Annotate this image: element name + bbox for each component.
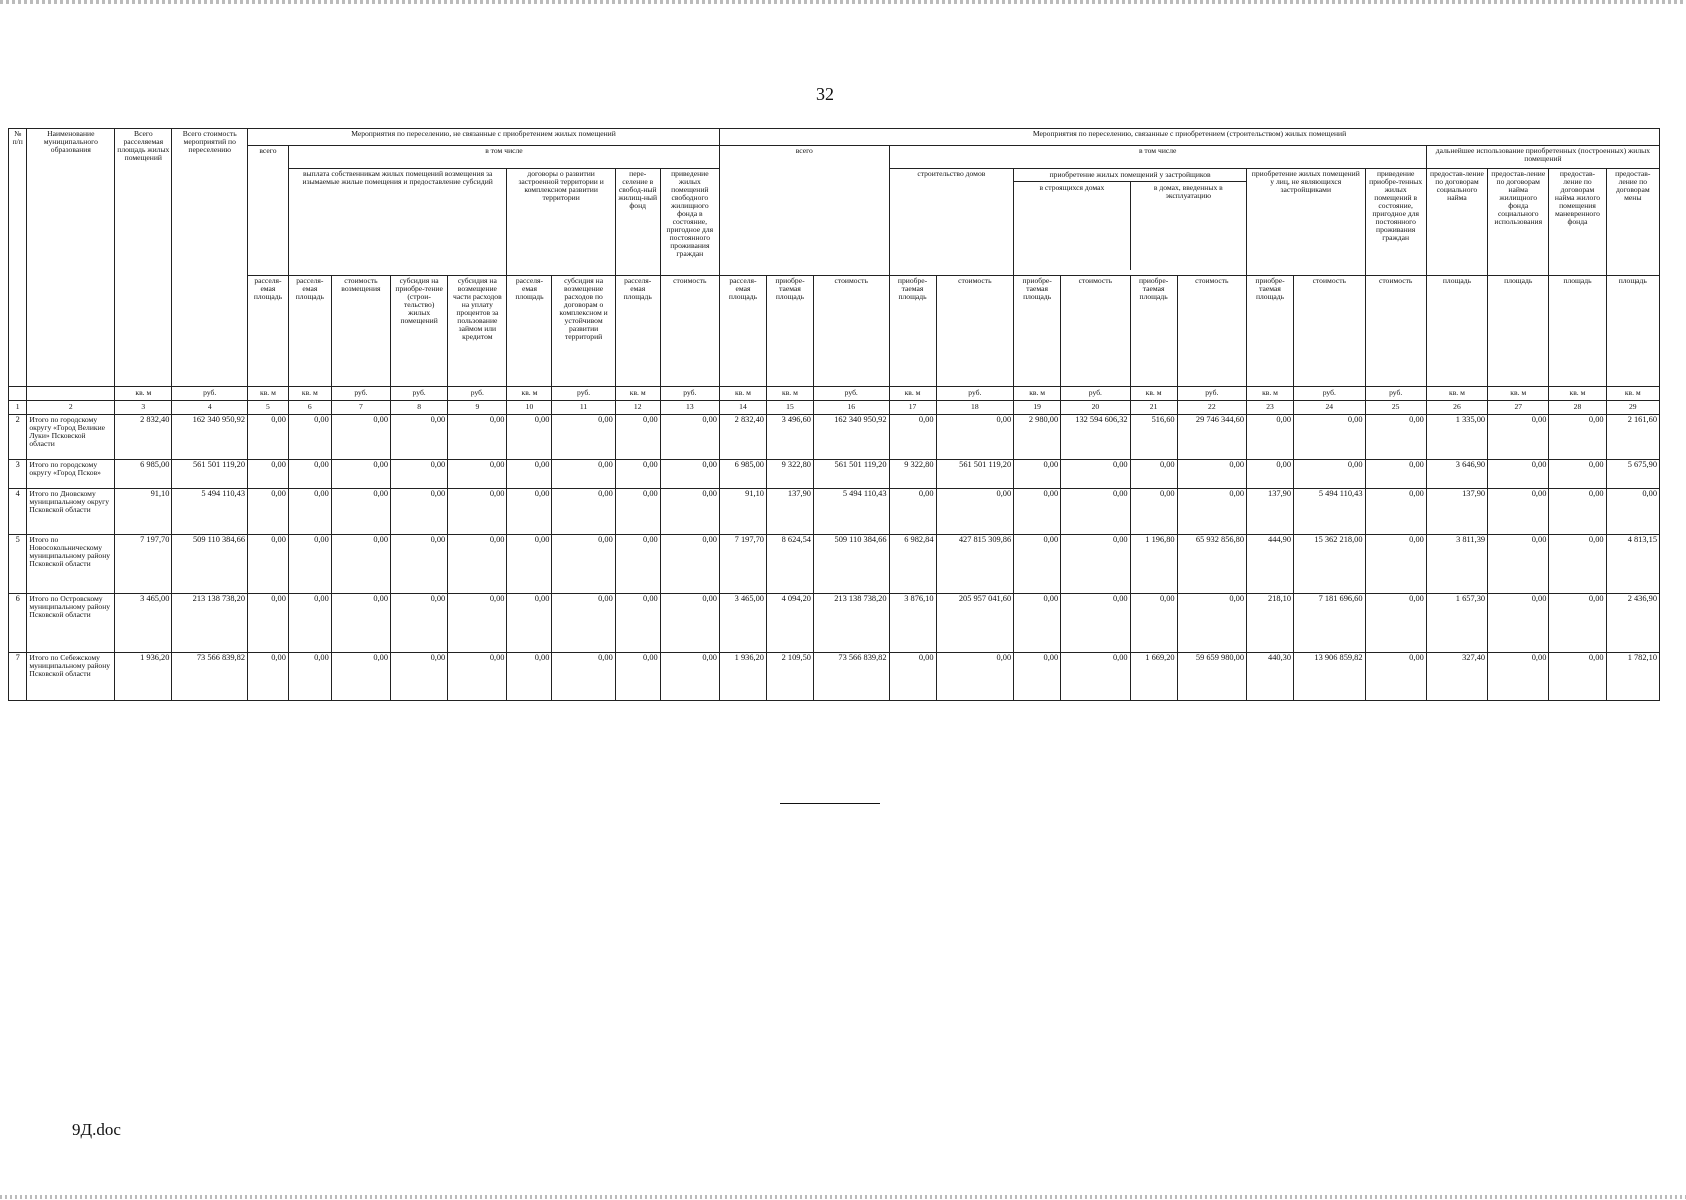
unit-11: руб. bbox=[552, 387, 615, 401]
hdr-social: предостав-ление по договорам социального найма bbox=[1426, 169, 1487, 276]
hdr-acq-non-dev: приобретение жилых помещений у лиц, не являющихся застройщиками bbox=[1247, 169, 1365, 276]
municipality-name: Итого по Новосокольническому муниципальному району Псковской области bbox=[27, 535, 115, 594]
cell-col-7: 0,00 bbox=[331, 489, 390, 535]
hdr-construction: строительство домов bbox=[889, 169, 1014, 276]
resettlement-table bbox=[8, 128, 1660, 701]
cell-col-29: 1 782,10 bbox=[1606, 653, 1659, 701]
cell-col-7: 0,00 bbox=[331, 535, 390, 594]
cell-col-8: 0,00 bbox=[391, 535, 448, 594]
municipality-name: Итого по городскому округу «Город Псков» bbox=[27, 460, 115, 489]
cell-col-21: 1 669,20 bbox=[1130, 653, 1177, 701]
municipality-name: Итого по Островскому муниципальному району Псковской области bbox=[27, 594, 115, 653]
cell-col-22: 59 659 980,00 bbox=[1177, 653, 1246, 701]
cell-col-23: 137,90 bbox=[1247, 489, 1294, 535]
cell-col-23: 444,90 bbox=[1247, 535, 1294, 594]
cell-col-11: 0,00 bbox=[552, 594, 615, 653]
hdr-maneuver: предостав-ление по договорам найма жилого помещения маневренного фонда bbox=[1549, 169, 1606, 276]
hdr-spec-fund: предостав-ление по договорам найма жилищного фонда социального использования bbox=[1488, 169, 1549, 276]
unit-23: кв. м bbox=[1247, 387, 1294, 401]
sub-8: субсидия на приобре-тение (строи-тельство) жилых помещений bbox=[391, 276, 448, 387]
column-number: 26 bbox=[1426, 401, 1487, 415]
hdr-in-commissioned: в домах, введенных в эксплуатацию bbox=[1153, 183, 1223, 201]
sub-10: расселя-емая площадь bbox=[507, 276, 552, 387]
unit-1 bbox=[9, 387, 27, 401]
cell-col-29: 2 436,90 bbox=[1606, 594, 1659, 653]
cell-col-13: 0,00 bbox=[660, 594, 719, 653]
cell-col-17: 0,00 bbox=[889, 489, 936, 535]
cell-col-21: 0,00 bbox=[1130, 460, 1177, 489]
unit-5: кв. м bbox=[248, 387, 289, 401]
hdr-acq-developers bbox=[1014, 169, 1247, 276]
cell-col-13: 0,00 bbox=[660, 460, 719, 489]
cell-col-14: 2 832,40 bbox=[719, 415, 766, 460]
sub-19: приобре-таемая площадь bbox=[1014, 276, 1061, 387]
row-number: 2 bbox=[9, 415, 27, 460]
cell-col-20: 132 594 606,32 bbox=[1061, 415, 1130, 460]
cell-col-22: 65 932 856,80 bbox=[1177, 535, 1246, 594]
cell-col-16: 73 566 839,82 bbox=[813, 653, 889, 701]
table-row bbox=[9, 653, 1660, 701]
cell-col-4: 5 494 110,43 bbox=[172, 489, 248, 535]
sub-14: расселя-емая площадь bbox=[719, 276, 766, 387]
cell-col-16: 561 501 119,20 bbox=[813, 460, 889, 489]
cell-col-24: 5 494 110,43 bbox=[1294, 489, 1366, 535]
cell-col-11: 0,00 bbox=[552, 489, 615, 535]
column-number: 24 bbox=[1294, 401, 1366, 415]
unit-19: кв. м bbox=[1014, 387, 1061, 401]
sub-7: стоимость возмещения bbox=[331, 276, 390, 387]
unit-9: руб. bbox=[448, 387, 507, 401]
cell-col-10: 0,00 bbox=[507, 535, 552, 594]
cell-col-26: 3 811,39 bbox=[1426, 535, 1487, 594]
cell-col-27: 0,00 bbox=[1488, 594, 1549, 653]
column-number: 11 bbox=[552, 401, 615, 415]
cell-col-19: 0,00 bbox=[1014, 594, 1061, 653]
cell-col-6: 0,00 bbox=[288, 594, 331, 653]
unit-13: руб. bbox=[660, 387, 719, 401]
cell-col-17: 0,00 bbox=[889, 415, 936, 460]
cell-col-17: 3 876,10 bbox=[889, 594, 936, 653]
cell-col-23: 440,30 bbox=[1247, 653, 1294, 701]
row-number: 3 bbox=[9, 460, 27, 489]
cell-col-8: 0,00 bbox=[391, 489, 448, 535]
hdr-bringing: приведение жилых помещений свободного жилищного фонда в состояние, пригодное для постоянного проживания граждан bbox=[660, 169, 719, 276]
row-number: 7 bbox=[9, 653, 27, 701]
unit-14: кв. м bbox=[719, 387, 766, 401]
cell-col-28: 0,00 bbox=[1549, 489, 1606, 535]
hdr-group-b: Мероприятия по переселению, связанные с приобретением (строительством) жилых помещений bbox=[719, 129, 1659, 146]
unit-20: руб. bbox=[1061, 387, 1130, 401]
cell-col-12: 0,00 bbox=[615, 489, 660, 535]
unit-25: руб. bbox=[1365, 387, 1426, 401]
cell-col-21: 0,00 bbox=[1130, 594, 1177, 653]
cell-col-20: 0,00 bbox=[1061, 460, 1130, 489]
unit-4: руб. bbox=[172, 387, 248, 401]
cell-col-13: 0,00 bbox=[660, 535, 719, 594]
cell-col-13: 0,00 bbox=[660, 415, 719, 460]
cell-col-5: 0,00 bbox=[248, 415, 289, 460]
cell-col-26: 3 646,90 bbox=[1426, 460, 1487, 489]
cell-col-8: 0,00 bbox=[391, 594, 448, 653]
sub-17: приобре-таемая площадь bbox=[889, 276, 936, 387]
cell-col-8: 0,00 bbox=[391, 460, 448, 489]
cell-col-19: 0,00 bbox=[1014, 489, 1061, 535]
unit-18: руб. bbox=[936, 387, 1014, 401]
column-number: 3 bbox=[115, 401, 172, 415]
hdr-group-a: Мероприятия по переселению, не связанные с приобретением жилых помещений bbox=[248, 129, 720, 146]
cell-col-16: 213 138 738,20 bbox=[813, 594, 889, 653]
column-number: 8 bbox=[391, 401, 448, 415]
sub-23: приобре-таемая площадь bbox=[1247, 276, 1294, 387]
sub-28: площадь bbox=[1549, 276, 1606, 387]
unit-2 bbox=[27, 387, 115, 401]
hdr-name: Наименование муниципального образования bbox=[27, 129, 115, 387]
cell-col-27: 0,00 bbox=[1488, 415, 1549, 460]
cell-col-29: 5 675,90 bbox=[1606, 460, 1659, 489]
cell-col-7: 0,00 bbox=[331, 594, 390, 653]
cell-col-10: 0,00 bbox=[507, 653, 552, 701]
sub-29: площадь bbox=[1606, 276, 1659, 387]
cell-col-20: 0,00 bbox=[1061, 489, 1130, 535]
cell-col-21: 0,00 bbox=[1130, 489, 1177, 535]
hdr-resettle-free: пере-селение в свобод-ный жилищ-ный фонд bbox=[615, 169, 660, 276]
cell-col-3: 7 197,70 bbox=[115, 535, 172, 594]
hdr-acq-developers-label: приобретение жилых помещений у застройщиков bbox=[1014, 169, 1246, 182]
cell-col-24: 13 906 859,82 bbox=[1294, 653, 1366, 701]
cell-col-15: 4 094,20 bbox=[766, 594, 813, 653]
cell-col-15: 3 496,60 bbox=[766, 415, 813, 460]
cell-col-12: 0,00 bbox=[615, 535, 660, 594]
cell-col-22: 0,00 bbox=[1177, 489, 1246, 535]
column-number: 18 bbox=[936, 401, 1014, 415]
cell-col-28: 0,00 bbox=[1549, 594, 1606, 653]
cell-col-9: 0,00 bbox=[448, 653, 507, 701]
cell-col-22: 0,00 bbox=[1177, 594, 1246, 653]
cell-col-24: 0,00 bbox=[1294, 415, 1366, 460]
column-number: 2 bbox=[27, 401, 115, 415]
cell-col-6: 0,00 bbox=[288, 460, 331, 489]
cell-col-5: 0,00 bbox=[248, 594, 289, 653]
cell-col-26: 137,90 bbox=[1426, 489, 1487, 535]
hdr-total-area: Всего расселяемая площадь жилых помещений bbox=[115, 129, 172, 387]
cell-col-24: 0,00 bbox=[1294, 460, 1366, 489]
column-number: 16 bbox=[813, 401, 889, 415]
cell-col-15: 2 109,50 bbox=[766, 653, 813, 701]
table-row bbox=[9, 489, 1660, 535]
sub-22: стоимость bbox=[1177, 276, 1246, 387]
cell-col-18: 427 815 309,86 bbox=[936, 535, 1014, 594]
unit-10: кв. м bbox=[507, 387, 552, 401]
cell-col-28: 0,00 bbox=[1549, 460, 1606, 489]
unit-12: кв. м bbox=[615, 387, 660, 401]
page-number: 32 bbox=[816, 84, 834, 104]
cell-col-21: 1 196,80 bbox=[1130, 535, 1177, 594]
cell-col-14: 1 936,20 bbox=[719, 653, 766, 701]
unit-17: кв. м bbox=[889, 387, 936, 401]
column-number: 15 bbox=[766, 401, 813, 415]
column-number: 13 bbox=[660, 401, 719, 415]
unit-27: кв. м bbox=[1488, 387, 1549, 401]
cell-col-4: 162 340 950,92 bbox=[172, 415, 248, 460]
cell-col-25: 0,00 bbox=[1365, 489, 1426, 535]
unit-3: кв. м bbox=[115, 387, 172, 401]
unit-26: кв. м bbox=[1426, 387, 1487, 401]
cell-col-22: 0,00 bbox=[1177, 460, 1246, 489]
cell-col-25: 0,00 bbox=[1365, 535, 1426, 594]
cell-col-9: 0,00 bbox=[448, 594, 507, 653]
column-number: 9 bbox=[448, 401, 507, 415]
cell-col-4: 509 110 384,66 bbox=[172, 535, 248, 594]
unit-6: кв. м bbox=[288, 387, 331, 401]
cell-col-27: 0,00 bbox=[1488, 460, 1549, 489]
unit-15: кв. м bbox=[766, 387, 813, 401]
cell-col-6: 0,00 bbox=[288, 535, 331, 594]
hdr-b-vtom: в том числе bbox=[889, 146, 1426, 169]
cell-col-11: 0,00 bbox=[552, 460, 615, 489]
hdr-bringing-acq: приведение приобре-тенных жилых помещений в состояние, пригодное для постоянного проживания граждан bbox=[1365, 169, 1426, 276]
footer-filename: 9Д.doc bbox=[72, 1120, 121, 1139]
cell-col-3: 6 985,00 bbox=[115, 460, 172, 489]
cell-col-19: 0,00 bbox=[1014, 535, 1061, 594]
column-number: 5 bbox=[248, 401, 289, 415]
column-number: 1 bbox=[9, 401, 27, 415]
table-header bbox=[9, 129, 1660, 415]
cell-col-24: 15 362 218,00 bbox=[1294, 535, 1366, 594]
cell-col-4: 73 566 839,82 bbox=[172, 653, 248, 701]
cell-col-16: 509 110 384,66 bbox=[813, 535, 889, 594]
cell-col-28: 0,00 bbox=[1549, 653, 1606, 701]
cell-col-10: 0,00 bbox=[507, 489, 552, 535]
cell-col-29: 0,00 bbox=[1606, 489, 1659, 535]
column-number: 20 bbox=[1061, 401, 1130, 415]
column-number: 4 bbox=[172, 401, 248, 415]
hdr-exchange: предостав-ление по договорам мены bbox=[1606, 169, 1659, 276]
sub-27: площадь bbox=[1488, 276, 1549, 387]
cell-col-18: 0,00 bbox=[936, 415, 1014, 460]
hdr-num: № п/п bbox=[9, 129, 27, 387]
cell-col-18: 0,00 bbox=[936, 653, 1014, 701]
column-number: 17 bbox=[889, 401, 936, 415]
cell-col-17: 6 982,84 bbox=[889, 535, 936, 594]
column-number: 28 bbox=[1549, 401, 1606, 415]
footnote-line bbox=[780, 803, 880, 804]
cell-col-3: 2 832,40 bbox=[115, 415, 172, 460]
cell-col-26: 1 335,00 bbox=[1426, 415, 1487, 460]
cell-col-27: 0,00 bbox=[1488, 535, 1549, 594]
hdr-payout: выплата собственникам жилых помещений возмещения за изымаемые жилые помещения и предоставление субсидий bbox=[288, 169, 507, 276]
cell-col-13: 0,00 bbox=[660, 653, 719, 701]
hdr-a-vtom: в том числе bbox=[288, 146, 719, 169]
cell-col-15: 9 322,80 bbox=[766, 460, 813, 489]
cell-col-4: 561 501 119,20 bbox=[172, 460, 248, 489]
sub-24: стоимость bbox=[1294, 276, 1366, 387]
municipality-name: Итого по Себежскому муниципальному району Псковской области bbox=[27, 653, 115, 701]
cell-col-12: 0,00 bbox=[615, 653, 660, 701]
scan-edge-bottom bbox=[0, 1195, 1686, 1199]
row-number: 4 bbox=[9, 489, 27, 535]
column-number: 12 bbox=[615, 401, 660, 415]
cell-col-25: 0,00 bbox=[1365, 415, 1426, 460]
cell-col-29: 4 813,15 bbox=[1606, 535, 1659, 594]
cell-col-25: 0,00 bbox=[1365, 653, 1426, 701]
cell-col-23: 0,00 bbox=[1247, 460, 1294, 489]
sub-20: стоимость bbox=[1061, 276, 1130, 387]
unit-16: руб. bbox=[813, 387, 889, 401]
cell-col-26: 1 657,30 bbox=[1426, 594, 1487, 653]
cell-col-11: 0,00 bbox=[552, 415, 615, 460]
cell-col-20: 0,00 bbox=[1061, 535, 1130, 594]
sub-26: площадь bbox=[1426, 276, 1487, 387]
sub-16: стоимость bbox=[813, 276, 889, 387]
municipality-name: Итого по городскому округу «Город Великие Луки» Псковской области bbox=[27, 415, 115, 460]
cell-col-5: 0,00 bbox=[248, 460, 289, 489]
cell-col-18: 205 957 041,60 bbox=[936, 594, 1014, 653]
hdr-a-vsego: всего bbox=[248, 146, 289, 276]
cell-col-16: 162 340 950,92 bbox=[813, 415, 889, 460]
row-number: 5 bbox=[9, 535, 27, 594]
unit-7: руб. bbox=[331, 387, 390, 401]
cell-col-14: 6 985,00 bbox=[719, 460, 766, 489]
cell-col-18: 561 501 119,20 bbox=[936, 460, 1014, 489]
sub-13: стоимость bbox=[660, 276, 719, 387]
cell-col-27: 0,00 bbox=[1488, 653, 1549, 701]
column-number: 14 bbox=[719, 401, 766, 415]
sub-5: расселя-емая площадь bbox=[248, 276, 289, 387]
cell-col-5: 0,00 bbox=[248, 653, 289, 701]
cell-col-9: 0,00 bbox=[448, 415, 507, 460]
table-row bbox=[9, 415, 1660, 460]
units-row bbox=[9, 387, 1660, 401]
column-number: 19 bbox=[1014, 401, 1061, 415]
unit-28: кв. м bbox=[1549, 387, 1606, 401]
cell-col-7: 0,00 bbox=[331, 460, 390, 489]
cell-col-23: 0,00 bbox=[1247, 415, 1294, 460]
cell-col-11: 0,00 bbox=[552, 653, 615, 701]
sub-9: субсидия на возмещение части расходов на уплату процентов за пользование займом или кредитом bbox=[448, 276, 507, 387]
unit-21: кв. м bbox=[1130, 387, 1177, 401]
cell-col-8: 0,00 bbox=[391, 653, 448, 701]
cell-col-9: 0,00 bbox=[448, 489, 507, 535]
cell-col-12: 0,00 bbox=[615, 460, 660, 489]
cell-col-14: 91,10 bbox=[719, 489, 766, 535]
unit-24: руб. bbox=[1294, 387, 1366, 401]
cell-col-19: 2 980,00 bbox=[1014, 415, 1061, 460]
cell-col-21: 516,60 bbox=[1130, 415, 1177, 460]
table-body bbox=[9, 415, 1660, 701]
cell-col-12: 0,00 bbox=[615, 594, 660, 653]
table-row bbox=[9, 594, 1660, 653]
row-number: 6 bbox=[9, 594, 27, 653]
cell-col-22: 29 746 344,60 bbox=[1177, 415, 1246, 460]
cell-col-7: 0,00 bbox=[331, 415, 390, 460]
cell-col-28: 0,00 bbox=[1549, 535, 1606, 594]
cell-col-13: 0,00 bbox=[660, 489, 719, 535]
cell-col-29: 2 161,60 bbox=[1606, 415, 1659, 460]
sub-25: стоимость bbox=[1365, 276, 1426, 387]
table-row bbox=[9, 460, 1660, 489]
sub-15: приобре-таемая площадь bbox=[766, 276, 813, 387]
cell-col-23: 218,10 bbox=[1247, 594, 1294, 653]
hdr-total-cost: Всего стоимость мероприятий по переселению bbox=[172, 129, 248, 387]
sub-21: приобре-таемая площадь bbox=[1130, 276, 1177, 387]
column-number: 29 bbox=[1606, 401, 1659, 415]
sub-11: субсидия на возмещение расходов по договорам о комплексном и устойчивом развитии территорий bbox=[552, 276, 615, 387]
hdr-b-vsego: всего bbox=[719, 146, 889, 276]
cell-col-10: 0,00 bbox=[507, 415, 552, 460]
column-number: 10 bbox=[507, 401, 552, 415]
cell-col-3: 91,10 bbox=[115, 489, 172, 535]
cell-col-16: 5 494 110,43 bbox=[813, 489, 889, 535]
unit-29: кв. м bbox=[1606, 387, 1659, 401]
cell-col-8: 0,00 bbox=[391, 415, 448, 460]
cell-col-24: 7 181 696,60 bbox=[1294, 594, 1366, 653]
cell-col-20: 0,00 bbox=[1061, 653, 1130, 701]
cell-col-4: 213 138 738,20 bbox=[172, 594, 248, 653]
column-number: 6 bbox=[288, 401, 331, 415]
cell-col-17: 9 322,80 bbox=[889, 460, 936, 489]
cell-col-19: 0,00 bbox=[1014, 653, 1061, 701]
column-number: 7 bbox=[331, 401, 390, 415]
cell-col-14: 7 197,70 bbox=[719, 535, 766, 594]
cell-col-10: 0,00 bbox=[507, 594, 552, 653]
column-number: 21 bbox=[1130, 401, 1177, 415]
hdr-further-use: дальнейшее использование приобретенных (построенных) жилых помещений bbox=[1426, 146, 1659, 169]
cell-col-6: 0,00 bbox=[288, 415, 331, 460]
hdr-in-built: в строящихся домах bbox=[1014, 182, 1130, 270]
cell-col-11: 0,00 bbox=[552, 535, 615, 594]
cell-col-20: 0,00 bbox=[1061, 594, 1130, 653]
column-number: 23 bbox=[1247, 401, 1294, 415]
table-row bbox=[9, 535, 1660, 594]
cell-col-7: 0,00 bbox=[331, 653, 390, 701]
cell-col-5: 0,00 bbox=[248, 535, 289, 594]
sub-12: расселя-емая площадь bbox=[615, 276, 660, 387]
cell-col-17: 0,00 bbox=[889, 653, 936, 701]
column-number: 27 bbox=[1488, 401, 1549, 415]
cell-col-19: 0,00 bbox=[1014, 460, 1061, 489]
cell-col-6: 0,00 bbox=[288, 489, 331, 535]
cell-col-25: 0,00 bbox=[1365, 594, 1426, 653]
cell-col-25: 0,00 bbox=[1365, 460, 1426, 489]
cell-col-5: 0,00 bbox=[248, 489, 289, 535]
column-numbers-row bbox=[9, 401, 1660, 415]
column-number: 25 bbox=[1365, 401, 1426, 415]
sub-6: расселя-емая площадь bbox=[288, 276, 331, 387]
cell-col-28: 0,00 bbox=[1549, 415, 1606, 460]
column-number: 22 bbox=[1177, 401, 1246, 415]
hdr-contracts: договоры о развитии застроенной территории и комплексном развитии территории bbox=[507, 169, 615, 276]
cell-col-15: 137,90 bbox=[766, 489, 813, 535]
cell-col-27: 0,00 bbox=[1488, 489, 1549, 535]
unit-8: руб. bbox=[391, 387, 448, 401]
cell-col-18: 0,00 bbox=[936, 489, 1014, 535]
cell-col-9: 0,00 bbox=[448, 460, 507, 489]
cell-col-9: 0,00 bbox=[448, 535, 507, 594]
cell-col-3: 3 465,00 bbox=[115, 594, 172, 653]
unit-22: руб. bbox=[1177, 387, 1246, 401]
cell-col-14: 3 465,00 bbox=[719, 594, 766, 653]
cell-col-12: 0,00 bbox=[615, 415, 660, 460]
sub-18: стоимость bbox=[936, 276, 1014, 387]
cell-col-3: 1 936,20 bbox=[115, 653, 172, 701]
cell-col-6: 0,00 bbox=[288, 653, 331, 701]
scan-edge-top bbox=[0, 0, 1686, 4]
municipality-name: Итого по Дновскому муниципальному округу Псковской области bbox=[27, 489, 115, 535]
cell-col-26: 327,40 bbox=[1426, 653, 1487, 701]
cell-col-10: 0,00 bbox=[507, 460, 552, 489]
cell-col-15: 8 624,54 bbox=[766, 535, 813, 594]
